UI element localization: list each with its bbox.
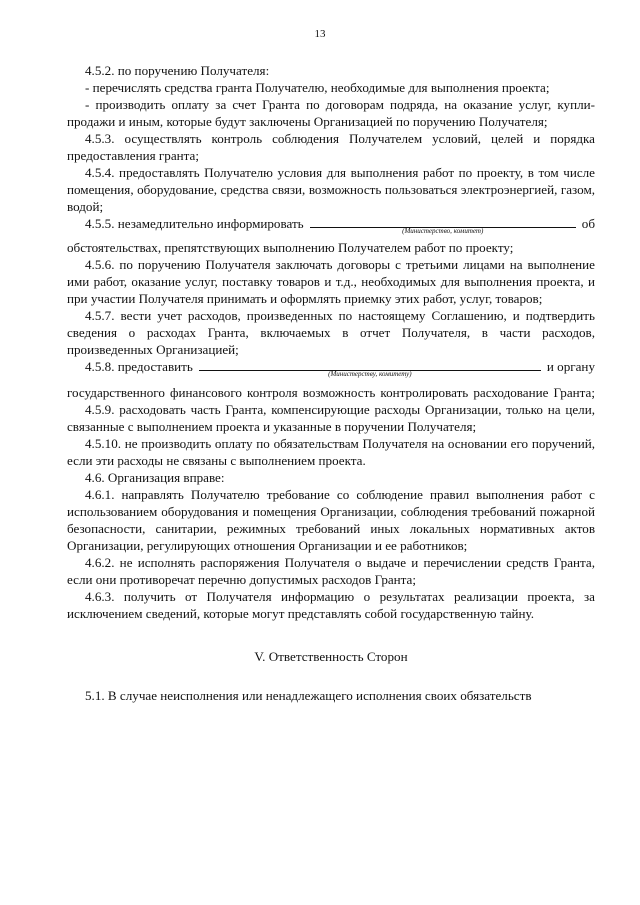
fill-in-blank-ministry [310,215,576,235]
paragraph-4-6-2: 4.6.2. не исполнять распоряжения Получателя о выдаче и перечислении средств Гранта, если они противоречат перечню допустимых расходов Гранта; [67,555,595,587]
paragraph-4-5-8-line [85,358,595,378]
clause-4-5-8-prefix: 4.5.8. предоставить [85,359,193,374]
blank-hint-ministry: (Министерство, комитет) [402,227,484,235]
paragraph-4-5-6: 4.5.6. по поручению Получателя заключать договоры с третьими лицами на выполнение ими работ, оказание услуг, поставку товаров и т.д., необходимых для выполнения проекта, и при участии Получателя принимать и оформлять приемку этих работ, услуг, товаров; [67,257,595,306]
clause-4-5-5-suffix: об [581,216,595,231]
paragraph-4-6-1: 4.6.1. направлять Получателю требование со соблюдение правил выполнения работ с использованием оборудования и помещения Организации, соблюдения требований пожарной безопасности, санитарии, режимных требований иных локальных нормативных актов Организации, регулирующих отношения Организации и ее работников; [67,487,595,553]
document-body [67,62,595,704]
clause-4-5-5-prefix: 4.5.5. незамедлительно информировать [85,216,304,231]
paragraph-4-5-8-continuation: государственного финансового контроля возможность контролировать расходование Гранта; [67,385,595,400]
paragraph-4-5-9: 4.5.9. расходовать часть Гранта, компенсирующие расходы Организации, только на цели, связанные с выполнением проекта и указанные в поручении Получателя; [67,402,595,434]
paragraph-4-5-2-item-1: - перечислять средства гранта Получателю, необходимые для выполнения проекта; [85,80,550,95]
paragraph-5-1: 5.1. В случае неисполнения или ненадлежащего исполнения своих обязательств [85,688,532,703]
page-number: 13 [314,28,326,40]
paragraph-4-5-4: 4.5.4. предоставлять Получателю условия для выполнения работ по проекту, в том числе помещения, оборудование, средства связи, возможность пользоваться электроэнергией, газом, водой; [67,165,595,214]
paragraph-4-5-5-continuation: обстоятельствах, препятствующих выполнению Получателем работ по проекту; [67,240,514,255]
paragraph-4-5-3: 4.5.3. осуществлять контроль соблюдения Получателем условий, целей и порядка предоставления гранта; [67,131,595,163]
paragraph-4-5-2: 4.5.2. по поручению Получателя: [85,63,270,78]
paragraph-4-6: 4.6. Организация вправе: [85,470,225,485]
paragraph-4-5-7: 4.5.7. вести учет расходов, произведенных по настоящему Соглашению, и подтвердить сведения о расходах Гранта, включаемых в отчет Получателя, в части расходов, произведенных Организацией; [67,308,595,357]
paragraph-4-5-5-line [85,215,595,235]
paragraph-4-5-2-item-2: - производить оплату за счет Гранта по договорам подряда, на оказание услуг, купли-продажи и иным, которые будут заключены Организацией по поручению Получателя; [67,97,595,129]
fill-in-blank-ministry-dative [199,358,541,378]
section-title: V. Ответственность Сторон [254,649,408,664]
paragraph-4-6-3: 4.6.3. получить от Получателя информацию о результатах реализации проекта, за исключением сведений, которые могут представлять собой государственную тайну. [67,589,595,621]
blank-hint-ministry-dative: (Министерству, комитету) [328,370,412,378]
clause-4-5-8-suffix: и органу [546,359,595,374]
paragraph-4-5-10: 4.5.10. не производить оплату по обязательствам Получателя на основании его поручений, если эти расходы не связаны с выполнением проекта. [67,436,595,468]
